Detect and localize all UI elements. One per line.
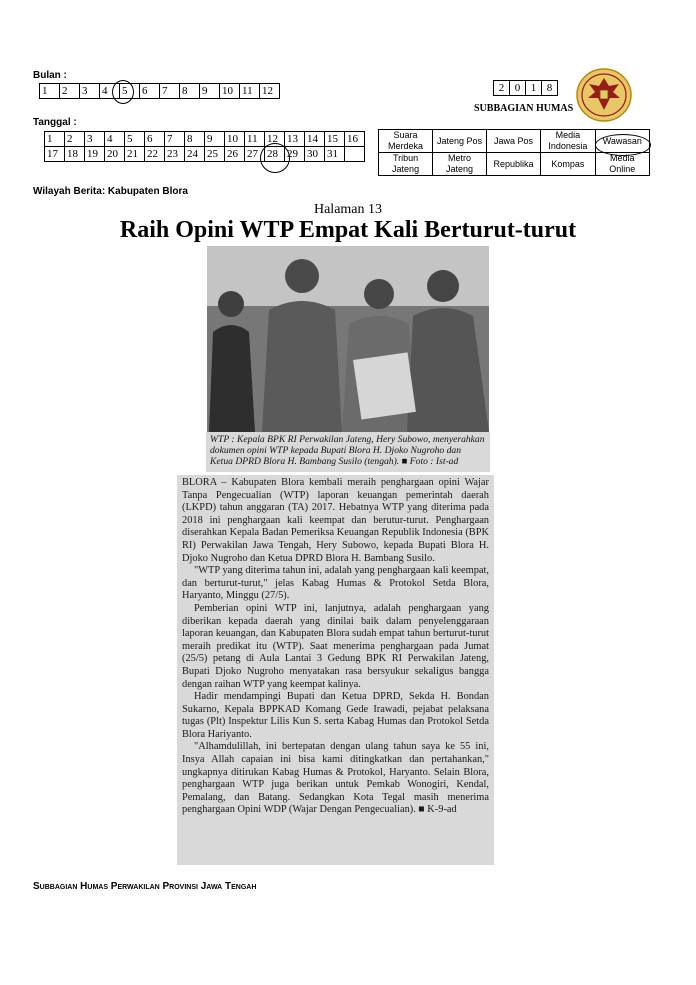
article-paragraph: "WTP yang diterima tahun ini, adalah yang penghargaan kali keempat, dan berturut-turut," jelas Kabag Humas & Protokol Setda Blora, Haryanto, Minggu (27/5).: [182, 565, 489, 602]
date-cell: 10: [225, 132, 245, 147]
article-paragraph: "Alhamdulillah, ini bertepatan dengan ulang tahun saya ke 55 ini, Insya Allah capaian ini bisa kami ditingkatkan dan pertahankan," ungkapnya ditirukan Kabag Humas & Protokol, Haryanto. Selain Blora, penghargaan WTP juga berikan untuk Pemkab Wonogiri, Kendal, Pemalang, dan Batang. Sedangkan Kota Tegal masih menerima penghargaan Opini WDP (Wajar Dengan Pengecualian). ■ K-9-ad: [182, 741, 489, 816]
media-cell: Tribun Jateng: [379, 153, 433, 176]
photo-caption: WTP : Kepala BPK RI Perwakilan Jateng, Hery Subowo, menyerahkan dokumen opini WTP kepada Bupati Blora H. Djoko Nugroho dan Ketua DPRD Blora H. Bambang Susilo (tengah). ■ Foto : Ist-ad: [210, 434, 485, 467]
date-cell: 28: [265, 147, 285, 162]
date-cell: 19: [85, 147, 105, 162]
article-paragraph: Pemberian opini WTP ini, lanjutnya, adalah penghargaan yang diberikan kepada daerah yang dinilai baik dalam penyelenggaraan laporan keuangan, dan Kabupaten Blora sudah empat tahun berturut-turut meraih predikat itu (WTP). Saat menerima penghargaan pada Jumat (25/5) petang di Aula Lantai 3 Gedung BPK RI Perwakilan Jateng, Bupati Djoko Nugroho menyatakan rasa bersyukur sekaligus bangga dengan raihan WTP yang keempat kalinya.: [182, 602, 489, 690]
bulan-label: Bulan :: [33, 70, 67, 81]
month-cell: 11: [240, 84, 260, 99]
media-cell: Jawa Pos: [486, 130, 540, 153]
caption-box: [206, 432, 490, 472]
year-digit-cell: 1: [526, 81, 542, 96]
month-cell: 3: [80, 84, 100, 99]
date-cell: 3: [85, 132, 105, 147]
date-cell: 15: [325, 132, 345, 147]
ceremony-photo-illustration: [207, 246, 489, 432]
date-cell: 6: [145, 132, 165, 147]
date-cell: 25: [205, 147, 225, 162]
date-cell: 18: [65, 147, 85, 162]
month-cell: 7: [160, 84, 180, 99]
date-cell: 9: [205, 132, 225, 147]
date-cell: [345, 147, 365, 162]
date-cell: 17: [45, 147, 65, 162]
media-cell: Jateng Pos: [433, 130, 487, 153]
month-cell: 12: [260, 84, 280, 99]
date-cell: 8: [185, 132, 205, 147]
tanggal-label: Tanggal :: [33, 117, 77, 128]
year-grid: [493, 80, 558, 96]
media-cell: Media Indonesia: [541, 130, 595, 153]
month-cell: 6: [140, 84, 160, 99]
date-cell: 5: [125, 132, 145, 147]
footer-text: Subbagian Humas Perwakilan Provinsi Jawa Tengah: [33, 881, 257, 892]
media-cell: Media Online: [595, 153, 649, 176]
date-cell: 7: [165, 132, 185, 147]
selected-media-circle: [595, 134, 651, 156]
date-cell: 21: [125, 147, 145, 162]
article-photo: [207, 246, 489, 432]
media-cell: Metro Jateng: [433, 153, 487, 176]
date-cell: 31: [325, 147, 345, 162]
month-cell: 9: [200, 84, 220, 99]
article-body: [177, 475, 494, 819]
year-digit-cell: 8: [542, 81, 558, 96]
month-cell: 8: [180, 84, 200, 99]
date-cell: 13: [285, 132, 305, 147]
headline: Raih Opini WTP Empat Kali Berturut-turut: [119, 217, 577, 243]
article-clipping: [177, 475, 494, 865]
selected-month-circle: [112, 80, 134, 104]
date-cell: 27: [245, 147, 265, 162]
date-cell: 30: [305, 147, 325, 162]
date-cell: 26: [225, 147, 245, 162]
media-cell: Wawasan: [595, 130, 649, 153]
date-cell: 24: [185, 147, 205, 162]
date-grid: [44, 131, 365, 162]
page-number: Halaman 13: [313, 202, 383, 217]
garuda-emblem-icon: [576, 68, 632, 122]
date-cell: 12: [265, 132, 285, 147]
department-label: SUBBAGIAN HUMAS: [474, 103, 574, 114]
date-cell: 22: [145, 147, 165, 162]
article-paragraph: BLORA – Kabupaten Blora kembali meraih penghargaan opini Wajar Tanpa Pengecualian (WTP) laporan keuangan pemerintah daerah (LKPD) tahun anggaran (TA) 2017. Hebatnya WTP yang diterima pada 2018 ini penghargaan kali keempat dan berutur-turut. Penghargaan diserahkan Kepala Badan Pemeriksa Keuangan Republik Indonesia (BPK RI) Perwakilan Jawa Tengah, Hery Subowo, kepada Bupati Blora H. Djoko Nugroho dan Ketua DPRD Blora H. Bambang Susilo.: [182, 477, 489, 564]
month-cell: 10: [220, 84, 240, 99]
date-cell: 14: [305, 132, 325, 147]
article-paragraph: Hadir mendampingi Bupati dan Ketua DPRD, Sekda H. Bondan Sukarno, Kepala BPPKAD Komang Gede Irawadi, pejabat pelaksana tugas (Plt) Inspektur Lilis Kun S. serta Kabag Humas dan Protokol Setda Blora Hariyanto.: [182, 691, 489, 740]
year-digit-cell: 2: [494, 81, 510, 96]
media-cell: Kompas: [541, 153, 595, 176]
month-grid: [39, 83, 280, 99]
date-cell: 16: [345, 132, 365, 147]
month-cell: 4: [100, 84, 120, 99]
date-cell: 20: [105, 147, 125, 162]
date-cell: 29: [285, 147, 305, 162]
date-cell: 2: [65, 132, 85, 147]
media-cell: Republika: [486, 153, 540, 176]
month-cell: 2: [60, 84, 80, 99]
date-cell: 1: [45, 132, 65, 147]
date-cell: 11: [245, 132, 265, 147]
wilayah-label: Wilayah Berita: Kabupaten Blora: [33, 186, 188, 197]
selected-date-circle: [260, 143, 290, 173]
month-cell: 1: [40, 84, 60, 99]
month-cell: 5: [120, 84, 140, 99]
year-digit-cell: 0: [510, 81, 526, 96]
media-cell: Suara Merdeka: [379, 130, 433, 153]
date-cell: 23: [165, 147, 185, 162]
date-cell: 4: [105, 132, 125, 147]
